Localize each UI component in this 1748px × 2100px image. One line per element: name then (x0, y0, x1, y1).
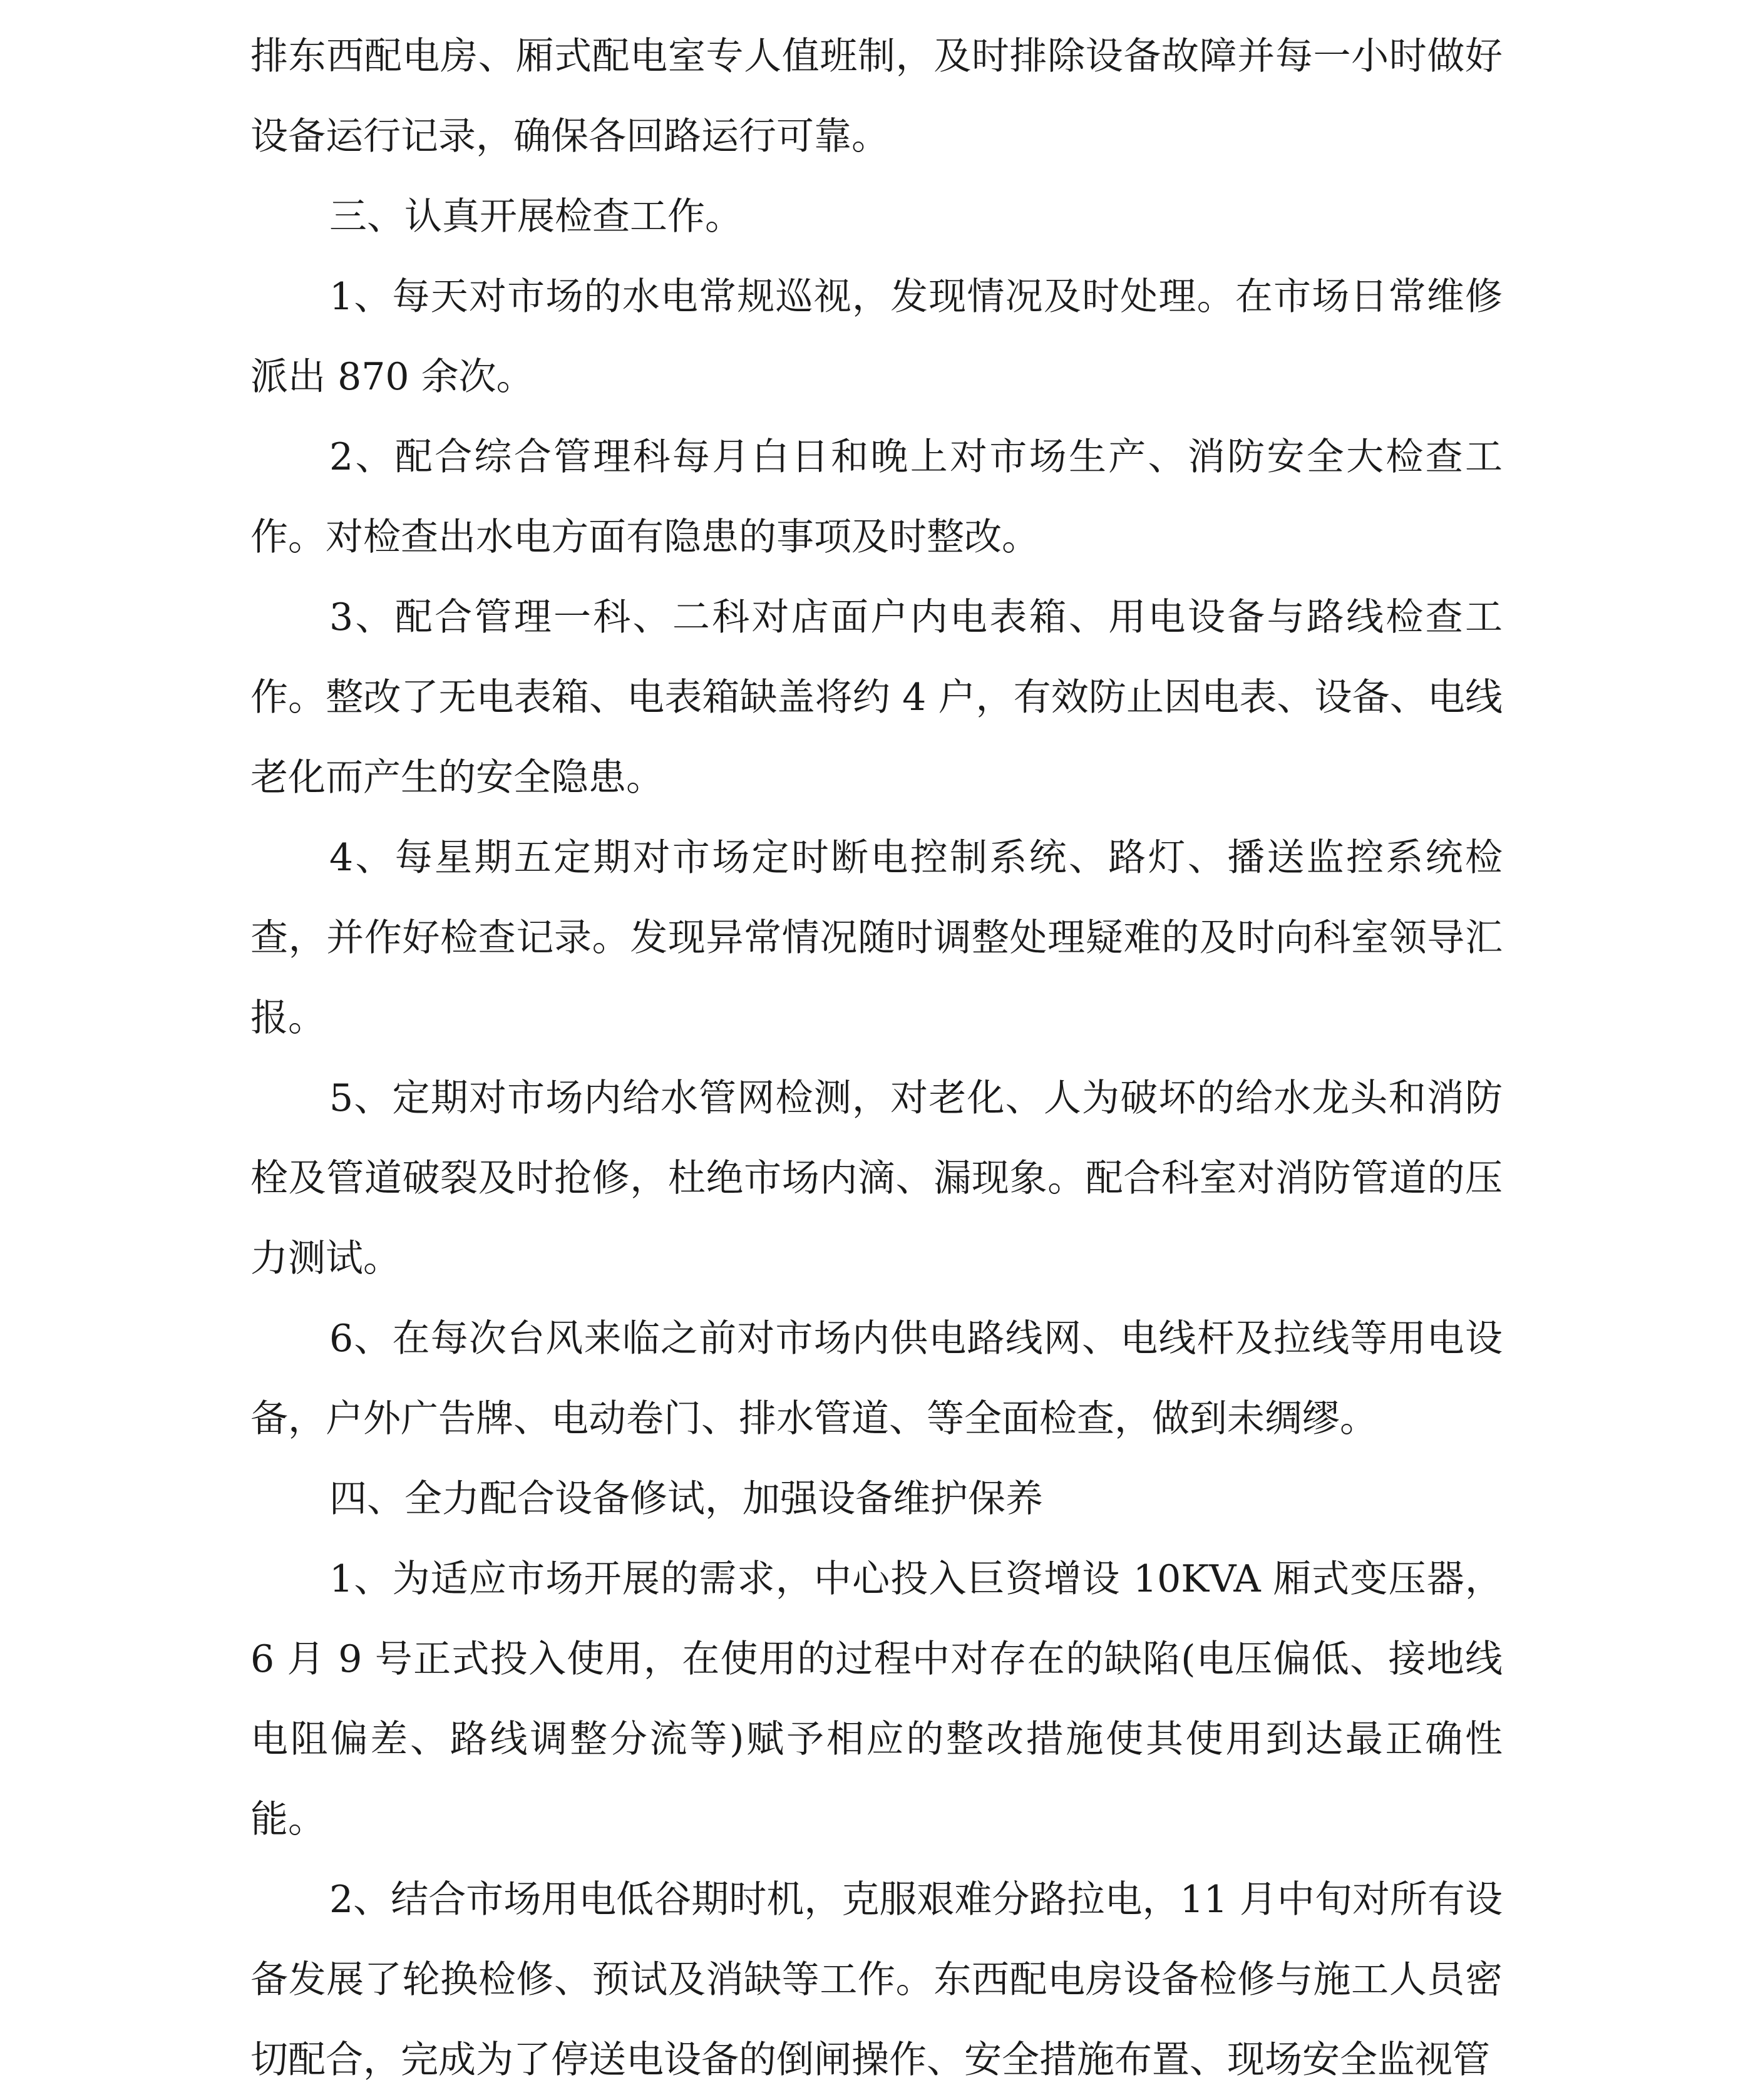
paragraph-item-4: 4、每星期五定期对市场定时断电控制系统、路灯、播送监控系统检查，并作好检查记录。发现异常情况随时调整处理疑难的及时向科室领导汇报。 (250, 836, 1503, 1040)
section-heading-four: 四、全力配合设备修试，加强设备维护保养 (329, 1477, 1043, 1521)
section-heading-three: 三、认真开展检查工作。 (329, 195, 743, 239)
paragraph-item-1b: 1、为适应市场开展的需求，中心投入巨资增设 10KVA 厢式变压器，6 月 9 号正式投入使用，在使用的过程中对存在的缺陷(电压偏低、接地线电阻偏差、路线调整分流等)赋予相应的整改措施使其使用到达最正确性能。 (250, 1557, 1503, 1841)
paragraph-item-1: 1、每天对市场的水电常规巡视，发现情况及时处理。在市场日常维修派出 870 余次。 (250, 275, 1503, 399)
paragraph-item-6: 6、在每次台风来临之前对市场内供电路线网、电线杆及拉线等用电设备，户外广告牌、电动卷门、排水管道、等全面检查，做到未绸缪。 (250, 1317, 1503, 1441)
paragraph-item-2b: 2、结合市场用电低谷期时机，克服艰难分路拉电，11 月中旬对所有设备发展了轮换检修、预试及消缺等工作。东西配电房设备检修与施工人员密切配合，完成为了停送电设备的倒闸操作、安全措施布置、现场安全监视管 (250, 1878, 1503, 2082)
document-body (250, 16, 1503, 2100)
paragraph-item-5: 5、定期对市场内给水管网检测，对老化、人为破坏的给水龙头和消防栓及管道破裂及时抢修，杜绝市场内滴、漏现象。配合科室对消防管道的压力测试。 (250, 1076, 1503, 1280)
paragraph-continued: 排东西配电房、厢式配电室专人值班制，及时排除设备故障并每一小时做好设备运行记录，确保各回路运行可靠。 (250, 34, 1503, 158)
paragraph-item-2: 2、配合综合管理科每月白日和晚上对市场生产、消防安全大检查工作。对检查出水电方面有隐患的事项及时整改。 (250, 435, 1503, 559)
paragraph-item-3: 3、配合管理一科、二科对店面户内电表箱、用电设备与路线检查工作。整改了无电表箱、电表箱缺盖将约 4 户，有效防止因电表、设备、电线老化而产生的安全隐患。 (250, 595, 1503, 800)
